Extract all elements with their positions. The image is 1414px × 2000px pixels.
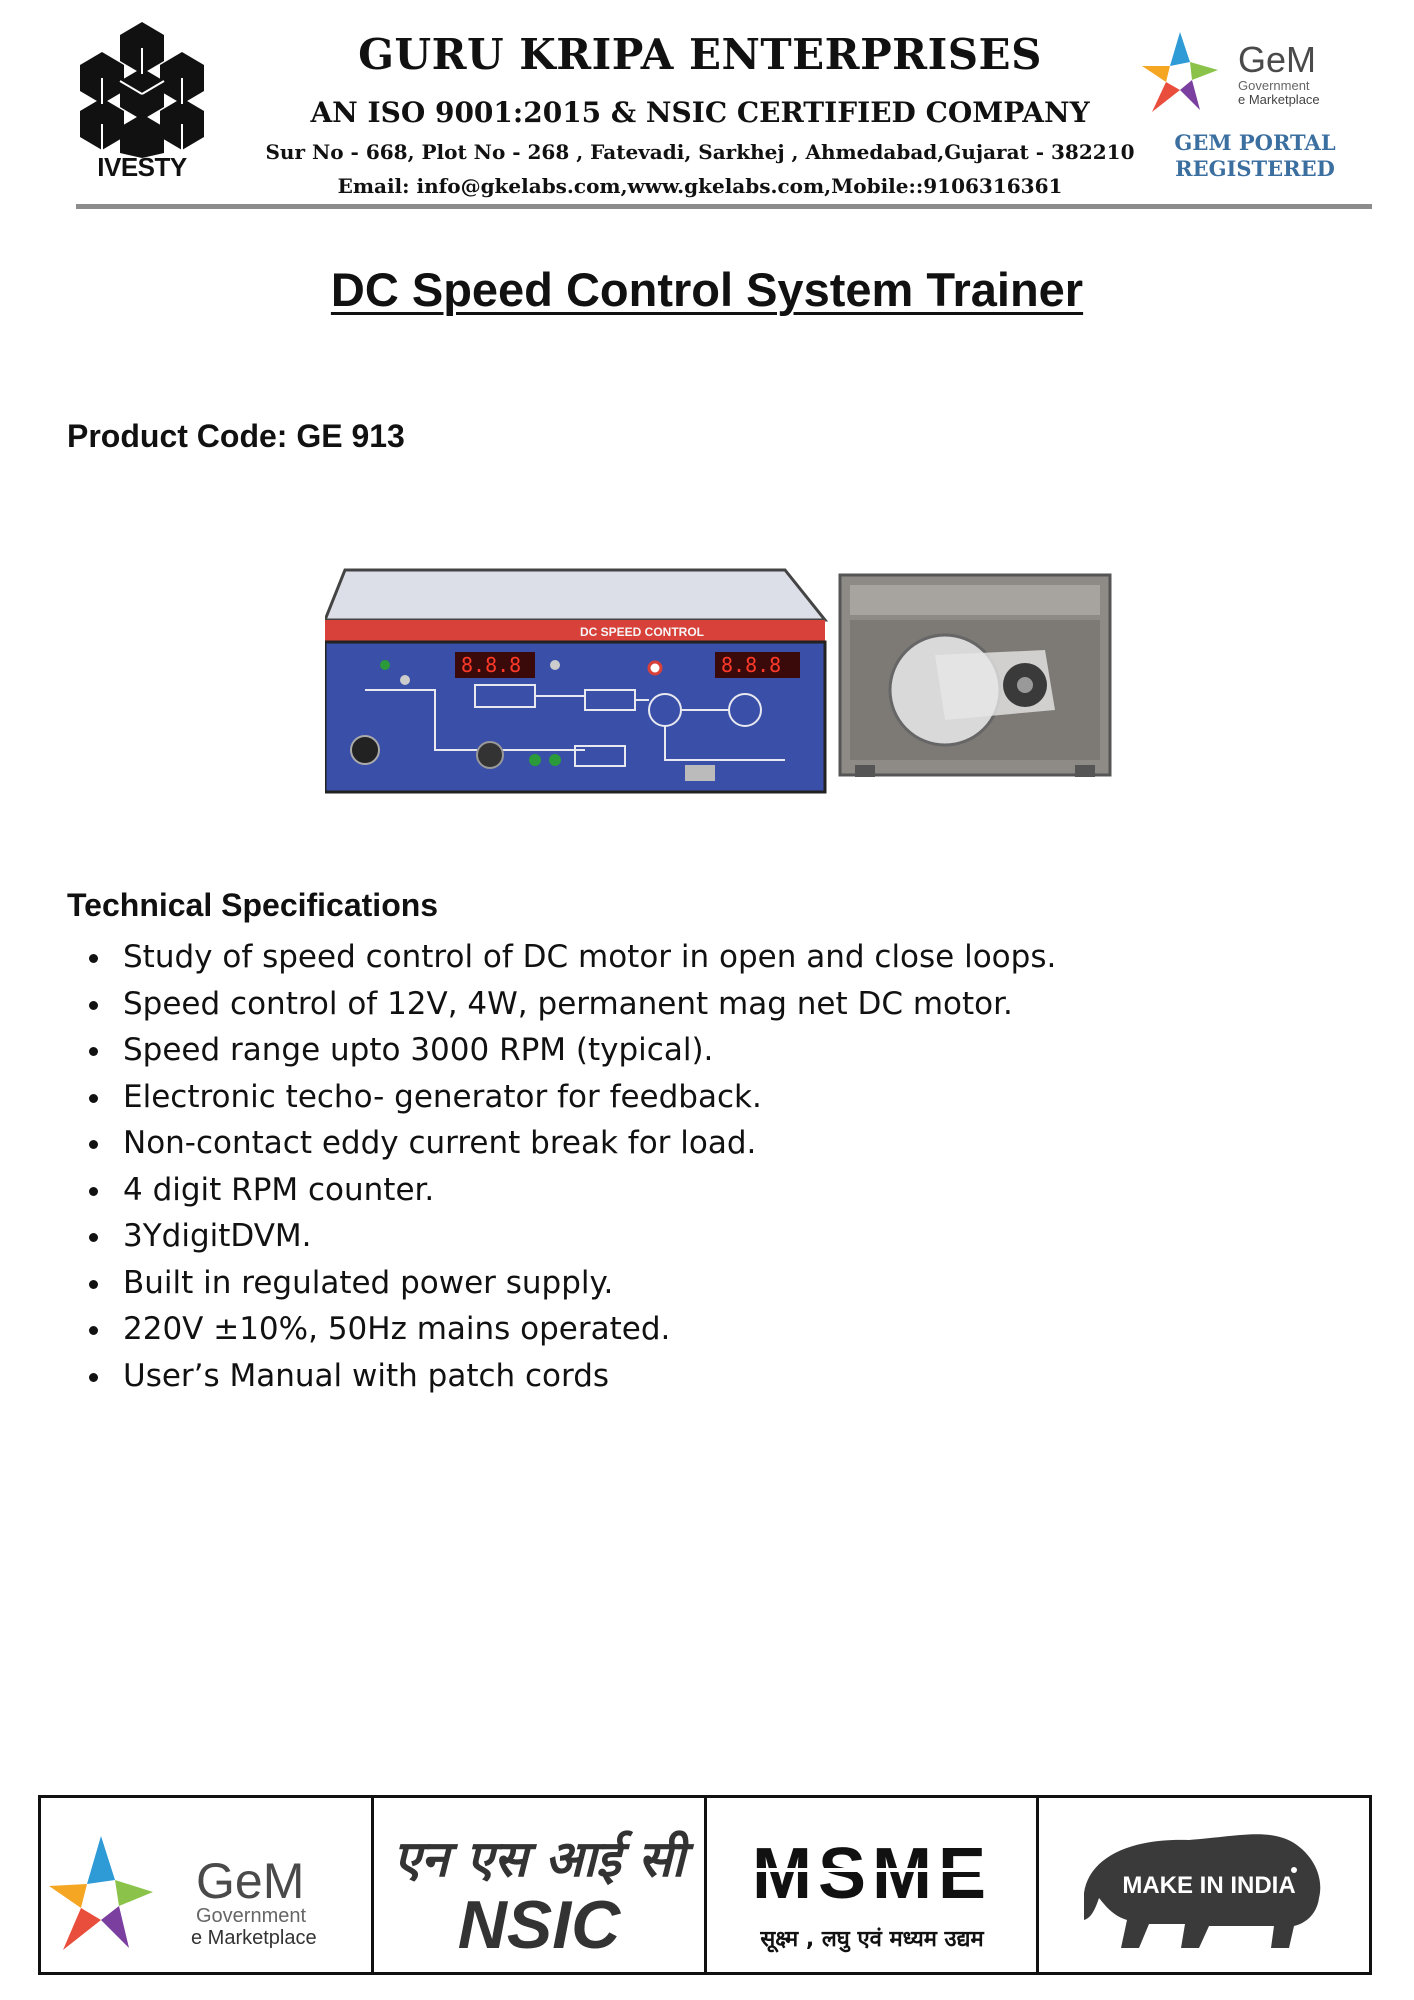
spec-item: Speed range upto 3000 RPM (typical).	[123, 1027, 1056, 1074]
svg-text:MAKE IN INDIA: MAKE IN INDIA	[1122, 1872, 1296, 1899]
panel-label: DC SPEED CONTROL	[580, 625, 705, 639]
gem-logo-name: GeM	[1238, 39, 1317, 80]
nsic-logo-icon	[374, 1798, 704, 1972]
svg-text:MSME: MSME	[751, 1834, 992, 1914]
msme-logo-icon	[707, 1798, 1037, 1972]
ivesty-logo-text: IVESTY	[97, 152, 187, 182]
spec-list	[67, 934, 1056, 1399]
svg-text:e Marketplace: e Marketplace	[1238, 92, 1320, 107]
spec-item: Electronic techo- generator for feedback.	[123, 1074, 1056, 1121]
footer-make-in-india-cell	[1039, 1798, 1369, 1972]
gem-logo-icon	[41, 1798, 371, 1972]
header-divider	[76, 204, 1372, 209]
spec-item: Speed control of 12V, 4W, permanent mag net DC motor.	[123, 981, 1056, 1028]
svg-text:8.8.8: 8.8.8	[721, 653, 782, 677]
svg-text:8.8.8: 8.8.8	[461, 653, 522, 677]
gem-portal-line1: GEM PORTAL	[1174, 130, 1336, 155]
svg-text:e Marketplace: e Marketplace	[191, 1927, 317, 1949]
footer-msme-cell	[707, 1798, 1040, 1972]
footer-nsic-cell	[374, 1798, 707, 1972]
certification-line: AN ISO 9001:2015 & NSIC CERTIFIED COMPANY	[310, 96, 1090, 129]
spec-item: User’s Manual with patch cords	[123, 1353, 1056, 1400]
footer-logo-strip	[38, 1795, 1372, 1975]
spec-item: 220V ±10%, 50Hz mains operated.	[123, 1306, 1056, 1353]
svg-text:एन एस आई सी: एन एस आई सी	[393, 1830, 685, 1888]
make-in-india-lion-icon	[1039, 1798, 1369, 1972]
gem-logo-icon	[1140, 30, 1340, 120]
svg-text:GeM: GeM	[196, 1853, 305, 1909]
spec-item: Study of speed control of DC motor in open and close loops.	[123, 934, 1056, 981]
company-address: Sur No - 668, Plot No - 268 , Fatevadi, Sarkhej , Ahmedabad,Gujarat - 382210	[265, 140, 1135, 164]
gem-portal-line2: REGISTERED	[1175, 156, 1335, 181]
document-title: DC Speed Control System Trainer	[330, 263, 1084, 316]
spec-heading: Technical Specifications	[67, 887, 439, 923]
product-photo	[325, 560, 1115, 800]
svg-text:सूक्ष्म , लघु एवं मध्यम उद्यम: सूक्ष्म , लघु एवं मध्यम उद्यम	[759, 1927, 984, 1952]
footer-gem-cell	[41, 1798, 374, 1972]
spec-item: 4 digit RPM counter.	[123, 1167, 1056, 1214]
product-code: Product Code: GE 913	[67, 418, 405, 454]
spec-item: Non-contact eddy current break for load.	[123, 1120, 1056, 1167]
company-contact: Email: info@gkelabs.com,www.gkelabs.com,Mobile::9106316361	[337, 174, 1063, 198]
spec-item: 3YdigitDVM.	[123, 1213, 1056, 1260]
svg-text:Government: Government	[1238, 78, 1310, 93]
company-name: GURU KRIPA ENTERPRISES	[358, 30, 1042, 79]
svg-text:NSIC: NSIC	[457, 1887, 620, 1963]
svg-text:Government: Government	[196, 1905, 307, 1927]
gem-portal-registered	[1150, 130, 1360, 182]
spec-item: Built in regulated power supply.	[123, 1260, 1056, 1307]
